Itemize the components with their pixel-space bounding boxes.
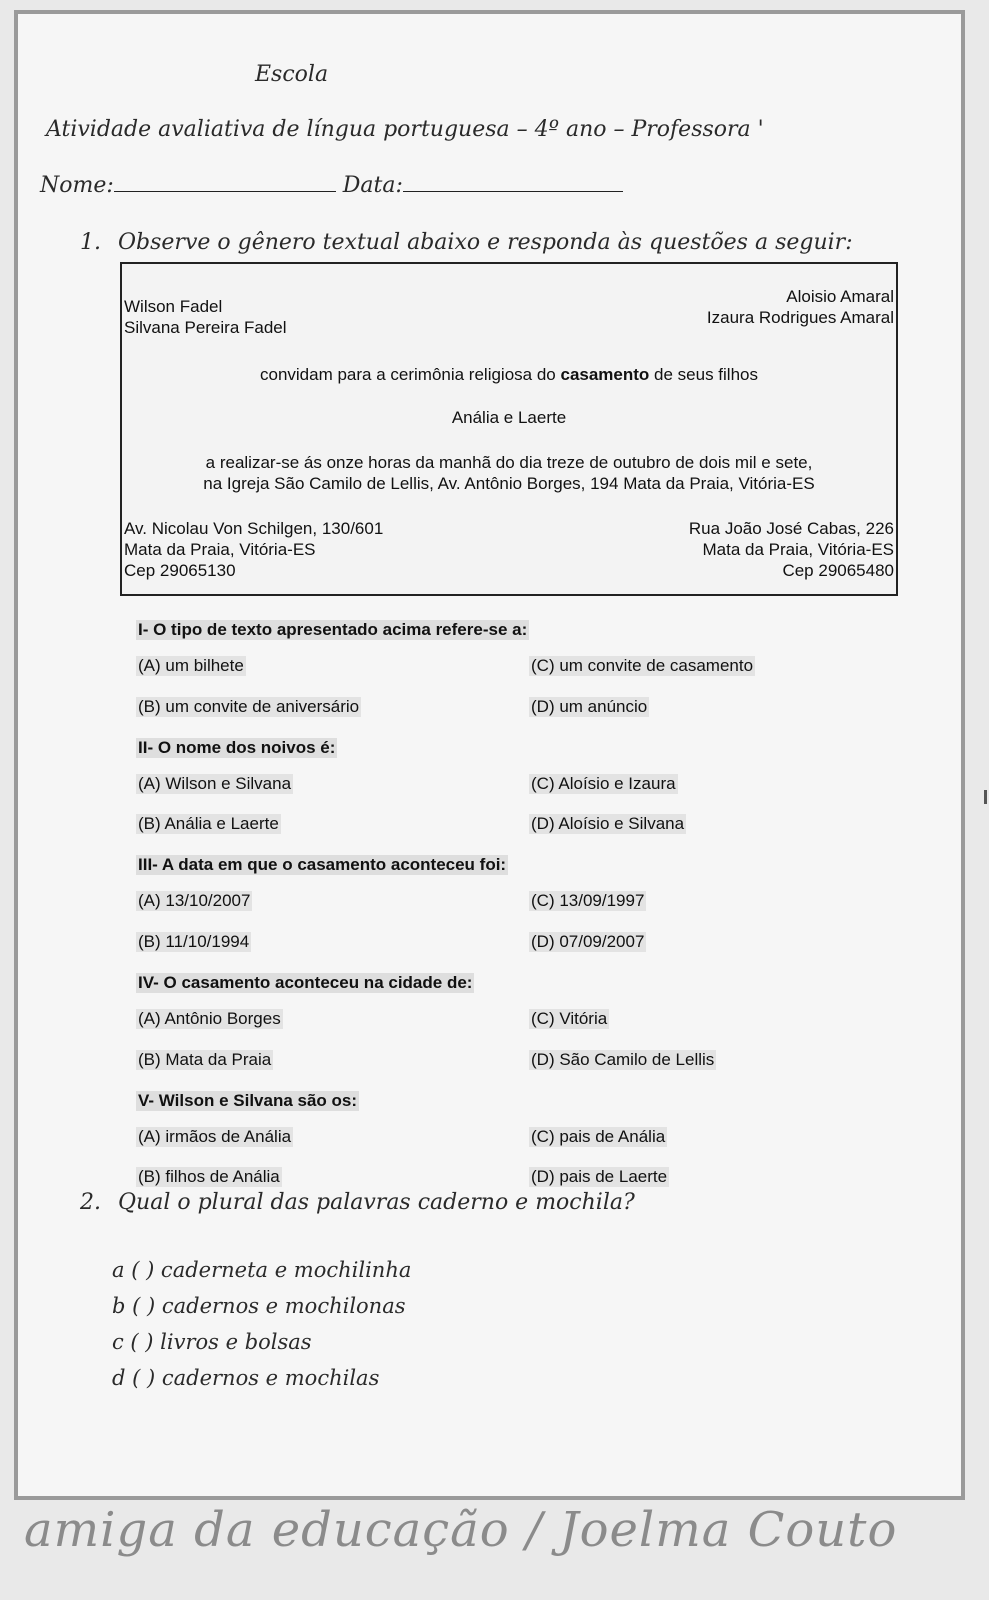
option-c: (C) Vitória bbox=[531, 1009, 608, 1028]
option-b: (B) um convite de aniversário bbox=[138, 697, 360, 716]
option-a: (A) 13/10/2007 bbox=[138, 891, 251, 910]
question-1-number: 1. bbox=[80, 230, 101, 255]
question-2-number: 2. bbox=[80, 1190, 101, 1215]
option-c: (C) pais de Anália bbox=[531, 1127, 666, 1146]
subquestion-title: V- Wilson e Silvana são os: bbox=[138, 1091, 358, 1110]
name-blank bbox=[114, 177, 336, 192]
option-b: (B) Anália e Laerte bbox=[138, 814, 279, 833]
option-b: (B) filhos de Anália bbox=[138, 1167, 280, 1186]
alternative-c: c ( ) livros e bolsas bbox=[112, 1330, 312, 1354]
invitation-couple: Anália e Laerte bbox=[451, 408, 567, 427]
scan-mark bbox=[984, 790, 987, 804]
invitation-right-address: Rua João José Cabas, 226 Mata da Praia, Vitória-ES Cep 29065480 bbox=[688, 519, 894, 580]
invitation-left-parents bbox=[124, 296, 287, 338]
option-a: (A) um bilhete bbox=[138, 656, 244, 675]
question-1-prompt: Observe o gênero textual abaixo e responda às questões a seguir: bbox=[118, 230, 853, 255]
option-d: (D) pais de Laerte bbox=[531, 1167, 668, 1186]
subquestion-title: II- O nome dos noivos é: bbox=[138, 738, 336, 757]
alternative-d: d ( ) cadernos e mochilas bbox=[112, 1366, 380, 1390]
question-2 bbox=[80, 1190, 635, 1215]
alternative-b: b ( ) cadernos e mochilonas bbox=[112, 1294, 406, 1318]
subquestion-title: I- O tipo de texto apresentado acima refere-se a: bbox=[138, 620, 528, 639]
question-1 bbox=[80, 230, 853, 255]
option-a: (A) Antônio Borges bbox=[138, 1009, 281, 1028]
invitation-right-parents bbox=[707, 286, 894, 328]
date-label: Data: bbox=[342, 173, 403, 198]
name-label: Nome: bbox=[40, 173, 114, 198]
watermark-footer: amiga da educação / Joelma Couto bbox=[24, 1502, 898, 1558]
invitation-text: convidam para a cerimônia religiosa do casamento de seus filhos bbox=[259, 365, 758, 384]
school-label: Escola bbox=[255, 62, 329, 87]
name-date-line bbox=[40, 173, 623, 198]
date-blank bbox=[403, 177, 623, 192]
alternative-a: a ( ) caderneta e mochilinha bbox=[112, 1258, 412, 1282]
option-b: (B) Mata da Praia bbox=[138, 1050, 272, 1069]
option-c: (C) 13/09/1997 bbox=[531, 891, 645, 910]
option-d: (D) São Camilo de Lellis bbox=[531, 1050, 715, 1069]
invitation-details: a realizar-se ás onze horas da manhã do dia treze de outubro de dois mil e sete, na Igreja São Camilo de Lellis, Av. Antônio Borges, 194 Mata da Praia, Vitória-ES bbox=[203, 453, 815, 493]
wedding-invitation bbox=[120, 262, 898, 596]
activity-subtitle: Atividade avaliativa de língua portuguesa – 4º ano – Professora ' bbox=[46, 117, 764, 142]
option-a: (A) irmãos de Anália bbox=[138, 1127, 292, 1146]
subquestion-title: IV- O casamento aconteceu na cidade de: bbox=[138, 973, 473, 992]
option-d: (D) 07/09/2007 bbox=[531, 932, 645, 951]
question-2-prompt: Qual o plural das palavras caderno e mochila? bbox=[118, 1190, 635, 1215]
parent-name: Izaura Rodrigues Amaral bbox=[706, 308, 894, 327]
parent-name: Silvana Pereira Fadel bbox=[124, 318, 287, 337]
option-c: (C) um convite de casamento bbox=[531, 656, 754, 675]
invitation-keyword: casamento bbox=[560, 365, 650, 384]
parent-name: Aloisio Amaral bbox=[786, 287, 894, 306]
subquestion-title: III- A data em que o casamento aconteceu foi: bbox=[138, 855, 507, 874]
parent-name: Wilson Fadel bbox=[124, 297, 223, 316]
invitation-left-address: Av. Nicolau Von Schilgen, 130/601 Mata da Praia, Vitória-ES Cep 29065130 bbox=[124, 519, 384, 580]
option-d: (D) Aloísio e Silvana bbox=[531, 814, 685, 833]
option-c: (C) Aloísio e Izaura bbox=[531, 774, 676, 793]
option-d: (D) um anúncio bbox=[531, 697, 648, 716]
option-a: (A) Wilson e Silvana bbox=[138, 774, 292, 793]
option-b: (B) 11/10/1994 bbox=[138, 932, 250, 951]
